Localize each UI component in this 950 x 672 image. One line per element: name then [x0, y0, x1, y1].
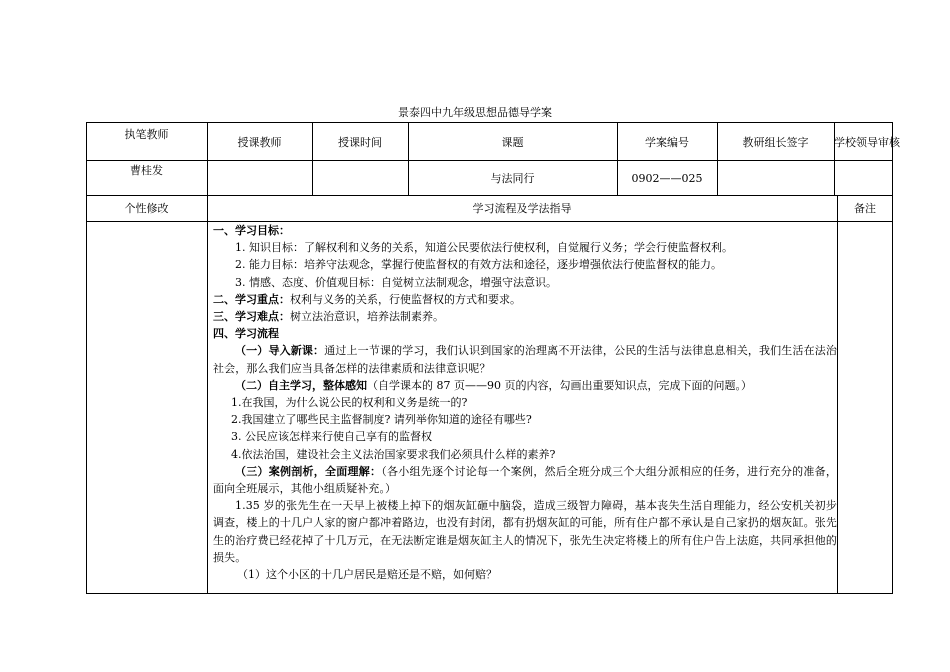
table-col-divider	[312, 122, 313, 195]
document-title: 景泰四中九年级思想品德导学案	[398, 106, 552, 119]
case-analysis	[213, 463, 837, 497]
question-1: 1.在我国，为什么说公民的权利和义务是统一的?	[231, 396, 468, 410]
code-value: 0902——025	[631, 172, 703, 185]
table-col-divider	[717, 122, 718, 195]
header-lecturer: 授课教师	[237, 136, 282, 149]
table-col-divider	[834, 122, 835, 195]
self-study-text: （自学课本的 87 页——90 页的内容，勾画出重要知识点，完成下面的问题。）	[367, 378, 752, 392]
difficult-points-text: 树立法治意识，培养法制素养。	[290, 310, 444, 324]
flow-heading: 四、学习流程	[213, 327, 279, 341]
table-border-left	[86, 122, 87, 594]
goal-ability: 2. 能力目标：培养守法观念，掌握行使监督权的有效方法和途径，逐步增强依法行使监督权的能力。	[235, 258, 722, 272]
question-2: 2.我国建立了哪些民主监督制度? 请列举你知道的途径有哪些?	[231, 413, 532, 427]
key-points-label: 二、学习重点：	[213, 292, 290, 306]
self-study-label: （二）自主学习，整体感知	[235, 378, 367, 392]
key-points	[213, 291, 837, 308]
goal-attitude: 3. 情感、态度、价值观目标：自觉树立法制观念，增强守法意识。	[235, 275, 557, 289]
goals-heading: 一、学习目标：	[213, 224, 290, 237]
case-1-paragraph: 1.35 岁的张先生在一天早上被楼上掉下的烟灰缸砸中脑袋，造成三级智力障碍，基本丧失生活自理能力，经公安机关初步调查，楼上的十几户人家的窗户都冲着路边，也没有封闭，都有扔烟灰缸的可能，所有住户都不承认是自己家扔的烟灰缸。张先生的治疗费已经花掉了十几万元，在无法断定谁是烟灰缸主人的情况下，张先生决定将楼上的所有住户告上法庭，共同承担他的损失。	[213, 499, 837, 564]
case-analysis-text: （各小组先逐个讨论每一个案例，然后全班分成三个大组分派相应的任务，进行充分的准备，面向全班展示，其他小组质疑补充。）	[213, 464, 837, 496]
intro-text: 通过上一节课的学习，我们认识到国家的治理离不开法律，公民的生活与法律息息相关，我们生活在法治社会，那么我们应当具备怎样的法律素质和法律意识呢？	[213, 344, 837, 375]
goal-knowledge: 1. 知识目标：了解权利和义务的关系，知道公民要依法行使权利，自觉履行义务；学会行使监督权利。	[235, 241, 733, 255]
header-time: 授课时间	[338, 136, 382, 149]
self-study	[213, 377, 837, 394]
header-school-review: 学校领导审核	[834, 136, 900, 149]
difficult-points-label: 三、学习难点：	[213, 310, 290, 324]
question-3: 3. 公民应该怎样来行使自己享有的监督权	[231, 430, 432, 444]
table-border-right	[892, 122, 893, 594]
case-1-question-1: （1）这个小区的十几户居民是赔还是不赔，如何赔？	[237, 568, 497, 582]
table-col-divider	[837, 221, 838, 594]
question-4: 4.依法治国，建设社会主义法治国家要求我们必须具什么样的素养?	[231, 447, 556, 461]
table-col-divider	[207, 122, 208, 594]
header-code: 学案编号	[645, 136, 689, 149]
intro-paragraph	[213, 342, 837, 376]
learning-content	[213, 222, 837, 583]
section-learning-flow: 学习流程及学法指导	[472, 202, 572, 215]
section-personal-edit: 个性修改	[124, 202, 169, 215]
case-analysis-label: （三）案例剖析，全面理解：	[235, 464, 382, 478]
intro-label: （一）导入新课：	[235, 344, 325, 358]
difficult-points	[213, 308, 837, 325]
header-author: 执笔教师	[124, 128, 169, 141]
key-points-text: 权利与义务的关系，行使监督权的方式和要求。	[290, 292, 521, 306]
header-topic: 课题	[501, 136, 524, 149]
header-group-leader: 教研组长签字	[742, 136, 809, 149]
section-notes: 备注	[854, 202, 876, 215]
topic-value: 与法同行	[490, 172, 535, 185]
author-name: 曹桂发	[130, 164, 163, 177]
